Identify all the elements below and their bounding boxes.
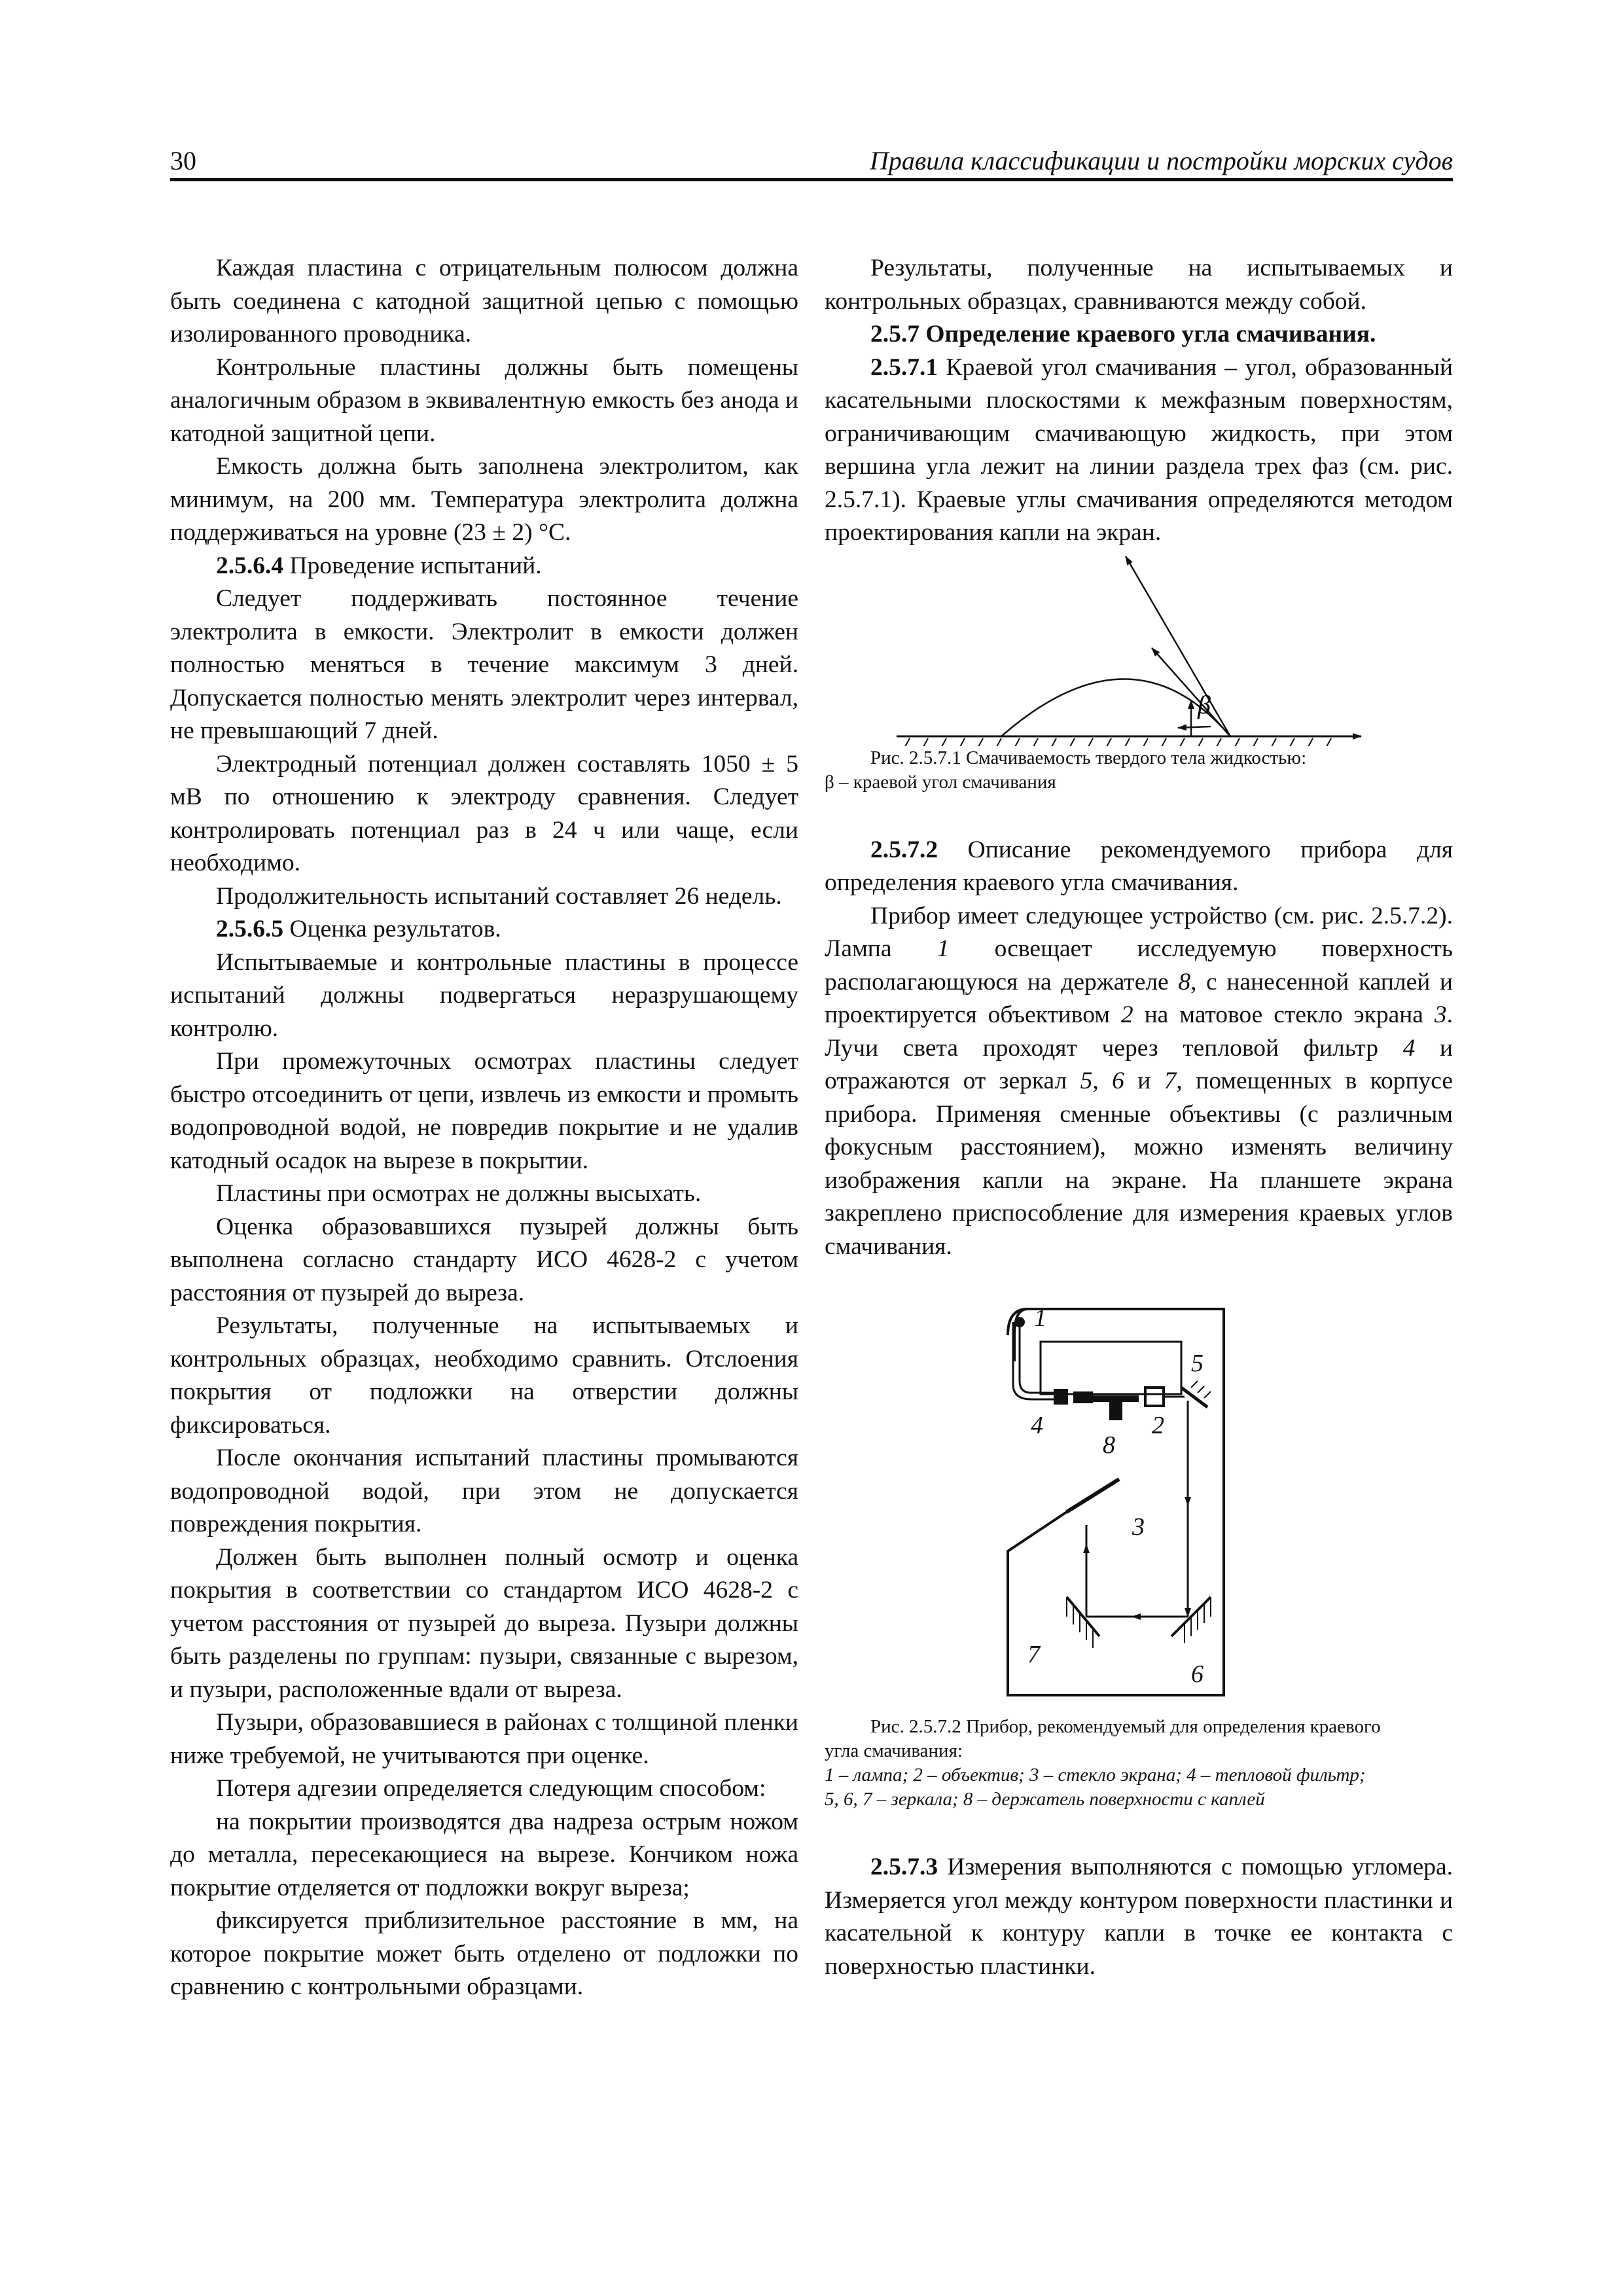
label-6: 6: [1191, 1660, 1204, 1688]
paragraph: Результаты, полученные на испытываемых и контрольных образцах, необходимо сравнить. Отслоения покрытия от подложки на отверстии должны фиксироваться.: [170, 1312, 798, 1439]
section-title: Оценка результатов.: [283, 916, 501, 942]
screen-glass: [1067, 1479, 1119, 1512]
paragraph: Оценка образовавшихся пузырей должны быть выполнена согласно стандарту ИСО 4628-2 с учетом расстояния от пузырей до выреза.: [170, 1213, 798, 1306]
left-column: [170, 252, 798, 2004]
holder: [1073, 1391, 1093, 1403]
section-2-5-6-4: [170, 550, 798, 583]
label-4: 4: [1031, 1412, 1043, 1439]
paragraph: Пластины при осмотрах не должны высыхать.: [216, 1180, 702, 1207]
section-2-5-6-5: [170, 913, 798, 946]
label-2: 2: [1152, 1412, 1164, 1439]
section-2-5-7-1: 2.5.7.1 Краевой угол смачивания – угол, образованный касательными плоскостями к межфазным поверхностям, ограничивающим смачивающую жидкость, при этом вершина угла лежит на линии раздела трех фаз (см. рис. 2.5.7.1). Краевые углы смачивания определяются методом проектирования капли на экран.: [825, 353, 1453, 546]
section-2-5-7-3: 2.5.7.3 Измерения выполняются с помощью угломера. Измеряется угол между контуром поверхности пластинки и касательной к контуру капли в точке ее контакта с поверхностью пластинки.: [825, 1854, 1453, 1980]
label-8: 8: [1103, 1431, 1115, 1459]
label-5: 5: [1191, 1350, 1204, 1377]
paragraph: Должен быть выполнен полный осмотр и оценка покрытия в соответствии со стандартом ИСО 4628-2 с учетом расстояния от пузырей до выреза. Пузыри должны быть разделены по группам: пузыри, связанные с вырезом, и пузыри, расположенные вдали от выреза.: [170, 1543, 798, 1703]
figure-caption: Рис. 2.5.7.1 Смачиваемость твердого тела жидкостью: β – краевой угол смачивания: [825, 747, 1307, 793]
paragraph-device: Прибор имеет следующее устройство (см. рис. 2.5.7.2). Лампа 1 освещает исследуемую поверхность располагающуюся на держателе 8, с нанесенной каплей и проектируется объективом 2 на матовое стекло экрана 3. Лучи света проходят через тепловой фильтр 4 и отражаются от зеркал 5, 6 и 7, помещенных в корпусе прибора. Применяя сменные объективы (с различным фокусным расстоянием), можно изменять величину изображения капли на экране. На планшете экрана закреплено приспособление для измерения краевых углов смачивания.: [825, 902, 1454, 1260]
objective: [1145, 1388, 1164, 1406]
paragraph: После окончания испытаний пластины промываются водопроводной водой, при этом не допускается повреждения покрытия.: [170, 1444, 798, 1537]
label-1: 1: [1034, 1304, 1046, 1332]
section-2-5-7-2: 2.5.7.2 Описание рекомендуемого прибора для определения краевого угла смачивания.: [825, 836, 1453, 896]
paragraph: Емкость должна быть заполнена электролитом, как минимум, на 200 мм. Температура электролита должна поддерживаться на уровне (23 ± 2) °С.: [170, 453, 798, 546]
section-title: Проведение испытаний.: [283, 552, 542, 579]
paragraph: Следует поддерживать постоянное течение электролита в емкости. Электролит в емкости должен полностью меняться в течение максимум 3 дней. Допускается полностью менять электролит через интервал, не превышающий 7 дней.: [170, 585, 798, 744]
heat-filter: [1054, 1389, 1068, 1405]
angle-arrow: [1178, 726, 1211, 728]
mirror-5: [1181, 1388, 1207, 1407]
paragraph: на покрытии производятся два надреза острым ножом до металла, пересекающиеся на вырезе. Кончиком ножа покрытие отделяется от подложки вокруг выреза;: [170, 1808, 798, 1901]
paragraph: Результаты, полученные на испытываемых и контрольных образцах, сравниваются между собой.: [825, 255, 1453, 315]
figure-wetting-angle: [857, 550, 1420, 746]
paragraph: Продолжительность испытаний составляет 26 недель.: [216, 882, 782, 910]
surface-hatching: [897, 738, 1331, 746]
running-title: Правила классификации и постройки морских судов: [869, 146, 1453, 175]
section-number: 2.5.6.4: [216, 552, 284, 579]
figure-caption: Рис. 2.5.7.2 Прибор, рекомендуемый для определения краевого угла смачивания: 1 – лампа; 2 – объектив; 3 – стекло экрана; 4 – тепловой фильтр; 5, 6, 7 – зеркала; 8 – держатель поверхности с каплей: [825, 1716, 1381, 1810]
paragraph: Каждая пластина с отрицательным полюсом должна быть соединена с катодной защитной цепью с помощью изолированного проводника.: [170, 255, 798, 348]
section-number: 2.5.6.5: [216, 916, 284, 942]
label-7: 7: [1027, 1641, 1040, 1668]
paragraph: Электродный потенциал должен составлять 1050 ± 5 мВ по отношению к электроду сравнения. Следует контролировать потенциал раз в 24 ч или чаще, если необходимо.: [170, 750, 798, 876]
section-number: 2.5.7.1: [870, 353, 938, 381]
paragraph: Контрольные пластины должны быть помещены аналогичным образом в эквивалентную емкость без анода и катодной защитной цепи.: [170, 353, 798, 447]
tangent-line: [1126, 556, 1230, 736]
section-heading-2-5-7: 2.5.7 Определение краевого угла смачивания.: [870, 321, 1376, 348]
paragraph: Потеря адгезии определяется следующим способом:: [216, 1775, 766, 1802]
paragraph: Испытываемые и контрольные пластины в процессе испытаний должны подвергаться неразрушающему контролю.: [170, 948, 798, 1042]
section-number: 2.5.7.2: [870, 836, 938, 863]
section-number: 2.5.7.3: [870, 1854, 938, 1880]
beta-symbol: β: [1198, 689, 1211, 719]
paragraph: При промежуточных осмотрах пластины следует быстро отсоединить от цепи, извлечь из емкости и промыть водопроводной водой, не повредив покрытие и не удалив катодный осадок на вырезе в покрытии.: [170, 1048, 798, 1174]
page-number: 30: [170, 146, 196, 175]
paragraph: фиксируется приблизительное расстояние в мм, на которое покрытие может быть отделено от подложки по сравнению с контрольными образцами.: [170, 1907, 798, 2000]
right-column: [825, 252, 1453, 1983]
header-rule: [170, 178, 1453, 181]
label-3: 3: [1132, 1513, 1145, 1541]
paragraph: Пузыри, образовавшиеся в районах с толщиной пленки ниже требуемой, не учитываются при оценке.: [170, 1709, 798, 1769]
figure-device: [969, 1289, 1309, 1702]
